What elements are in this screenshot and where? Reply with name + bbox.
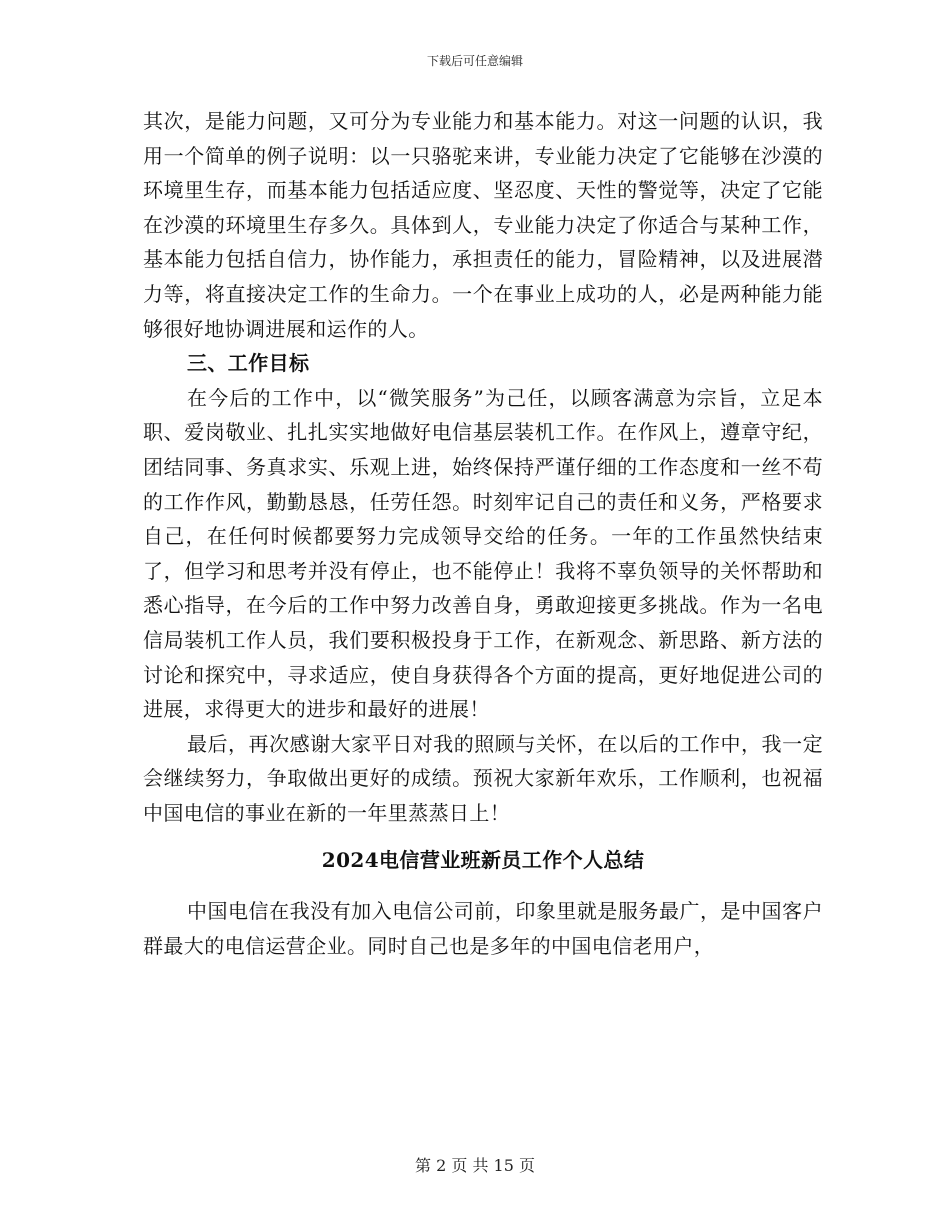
document-title: 2024电信营业班新员工作个人总结 [321, 848, 645, 873]
paragraph-goals: 在今后的工作中，以“微笑服务”为己任，以顾客满意为宗旨，立足本职、爱岗敬业、扎扎实实地做好电信基层装机工作。在作风上，遵章守纪，团结同事、务真求实、乐观上进，始终保持严谨仔细的工作态度和一丝不苟的工作作风，勤勤恳恳，任劳任怨。时刻牢记自己的责任和义务，严格要求自己，在任何时候都要努力完成领导交给的任务。一年的工作虽然快结束了，但学习和思考并没有停止，也不能停止！我将不辜负领导的关怀帮助和悉心指导，在今后的工作中努力改善自身，勇敢迎接更多挑战。作为一名电信局装机工作人员，我们要积极投身于工作，在新观念、新思路、新方法的讨论和探究中，寻求适应，使自身获得各个方面的提高，更好地促进公司的进展，求得更大的进步和最好的进展！ [143, 385, 823, 722]
page-number: 第 2 页 共 15 页 [415, 1156, 535, 1175]
paragraph-intro: 中国电信在我没有加入电信公司前，印象里就是服务最广，是中国客户群最大的电信运营企业。同时自己也是多年的中国电信老用户， [143, 899, 823, 959]
section-heading-goals: 三、工作目标 [187, 351, 310, 376]
paragraph-closing: 最后，再次感谢大家平日对我的照顾与关怀，在以后的工作中，我一定会继续努力，争取做出更好的成绩。预祝大家新年欢乐，工作顺利，也祝福中国电信的事业在新的一年里蒸蒸日上！ [143, 731, 823, 825]
document-body [143, 104, 823, 964]
page-header: 下载后可任意编辑 [426, 54, 523, 68]
paragraph-ability: 其次，是能力问题，又可分为专业能力和基本能力。对这一问题的认识，我用一个简单的例子说明：以一只骆驼来讲，专业能力决定了它能够在沙漠的环境里生存，而基本能力包括适应度、坚忍度、天性的警觉等，决定了它能在沙漠的环境里生存多久。具体到人，专业能力决定了你适合与某种工作，基本能力包括自信力，协作能力，承担责任的能力，冒险精神，以及进展潜力等，将直接决定工作的生命力。一个在事业上成功的人，必是两种能力能够很好地协调进展和运作的人。 [143, 109, 823, 341]
